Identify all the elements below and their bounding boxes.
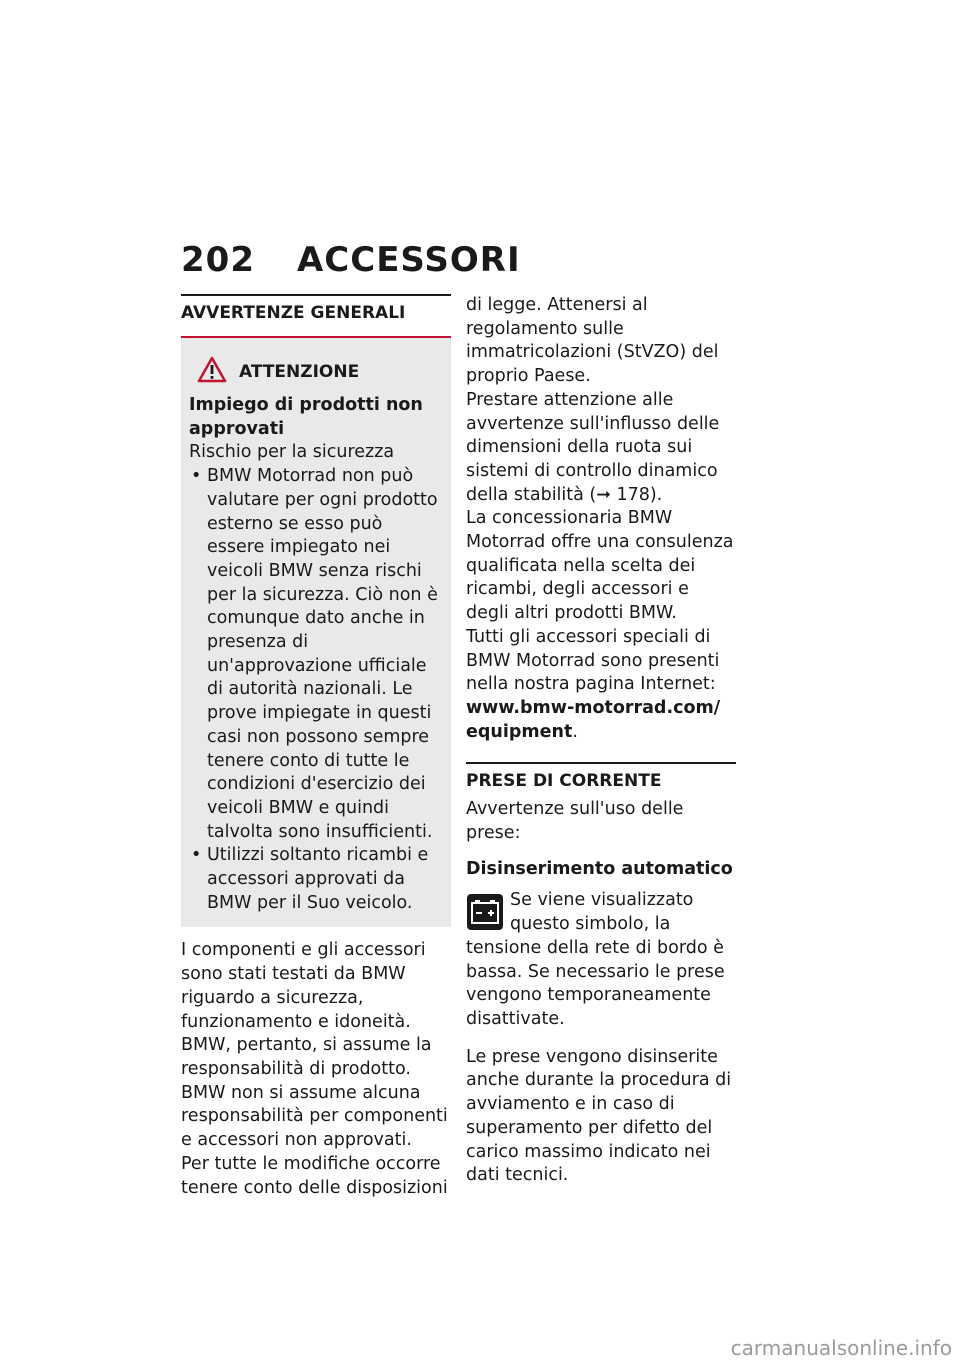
link-suffix: . (572, 721, 578, 742)
warning-box (181, 336, 451, 927)
page-header (181, 240, 521, 280)
paragraph: I componenti e gli accessori sono stati testati da BMW riguardo a sicurezza, funzionamento e idoneità. BMW, pertanto, si assume la responsabilità di prodotto. BMW non si assume alcuna responsabilità per componenti e accessori non approvati. (181, 940, 448, 1151)
section-title-general-warnings: AVVERTENZE GENERALI (181, 294, 451, 324)
paragraph-with-reference (466, 389, 736, 508)
left-column (181, 294, 451, 1200)
warning-bullet: • Utilizzi soltanto ricambi e accessori approvati da BMW per il Suo veicolo. (189, 844, 441, 915)
warning-title-row (197, 356, 441, 388)
page-reference-arrow-icon[interactable]: ➞ (596, 484, 611, 505)
page-number: 202 (181, 240, 255, 280)
paragraph: Se viene visualizzato questo simbolo, la tensione della rete di bordo è bassa. Se necessario le prese vengono temporaneamente disattivate. (466, 890, 725, 1029)
paragraph: Tutti gli accessori speciali di BMW Motorrad sono presenti nella nostra pagina Internet: (466, 626, 720, 695)
website-link[interactable] (466, 697, 736, 744)
paragraph: La concessionaria BMW Motorrad offre una consulenza qualificata nella scelta dei ricambi, degli accessori e degli altri prodotti BMW. (466, 508, 734, 624)
watermark: carmanualsonline.info (730, 1336, 952, 1360)
paragraph: Per tutte le modifiche occorre tenere conto delle disposizioni (181, 1153, 448, 1198)
right-column (466, 294, 736, 1188)
battery-warning-icon (466, 893, 504, 931)
warning-bullet-list (189, 465, 441, 915)
warning-risk: Rischio per la sicurezza (189, 442, 395, 463)
paragraph: di legge. Attenersi al regolamento sulle immatricolazioni (StVZO) del proprio Paese. (466, 295, 719, 387)
warning-title: ATTENZIONE (239, 362, 360, 382)
warning-heading: Impiego di prodotti non approvati (189, 395, 423, 439)
section-title-power-sockets: PRESE DI CORRENTE (466, 762, 736, 792)
battery-icon-paragraph (466, 889, 736, 1031)
warning-bullet: • BMW Motorrad non può valutare per ogni prodotto esterno se esso può essere impiegato nei veicoli BMW senza rischi per la sicurezza. Ciò non è comunque dato anche in presenza di un'approvazione ufficiale di autorità nazionali. Le prove impiegate in questi casi non possono sempre tenere conto di tutte le condizioni d'esercizio dei veicoli BMW e quindi talvolta sono insufficienti. (189, 465, 441, 844)
subhead-auto-shutoff: Disinserimento automatico (466, 858, 733, 879)
paragraph-text: Prestare attenzione alle avvertenze sull'influsso delle dimensioni della ruota sui sistemi di controllo dinamico della stabilità ( (466, 389, 720, 505)
paragraph: Le prese vengono disinserite anche durante la procedura di avviamento e in caso di superamento per difetto del carico massimo indicato nei dati tecnici. (466, 1046, 732, 1186)
chapter-title: ACCESSORI (296, 240, 521, 280)
section-intro: Avvertenze sull'uso delle prese: (466, 799, 684, 844)
paragraph-text: ). (649, 484, 663, 505)
website-link-line[interactable]: equipment (466, 721, 573, 742)
page-reference[interactable]: 178 (616, 484, 650, 505)
warning-triangle-icon (197, 356, 227, 388)
website-link-line[interactable]: www.bmw-motorrad.com/ (466, 697, 721, 718)
